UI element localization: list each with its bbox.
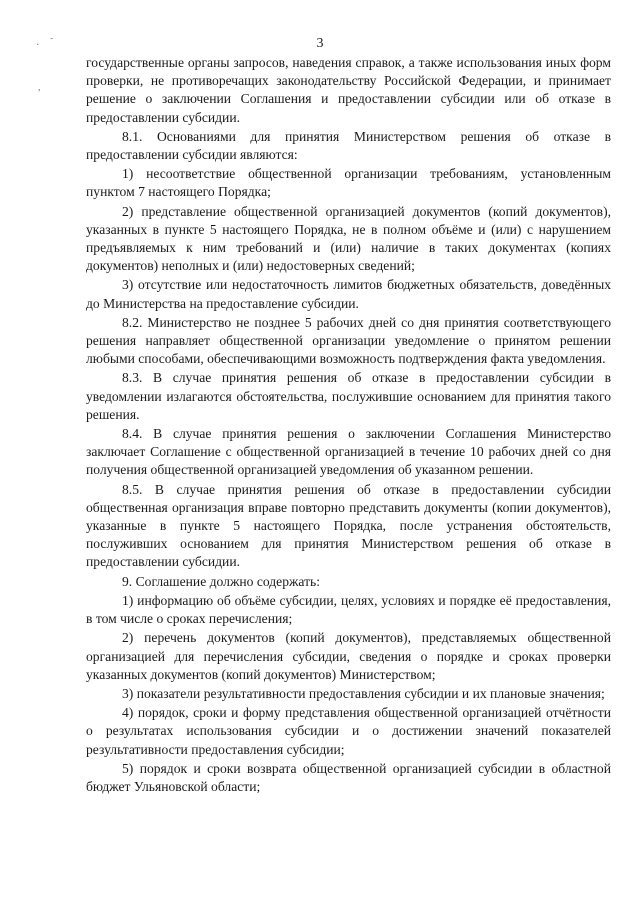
list-item: 4) порядок, сроки и форму представления общественной организацией отчётности о результатах использования субсидии и о достижении значений показателей результативности предоставления субсидии; <box>86 705 611 757</box>
list-item: 5) порядок и сроки возврата общественной организацией субсидии в областной бюджет Ульяновской области; <box>86 760 611 794</box>
list-item: 1) информацию об объёме субсидии, целях, условиях и порядке её предоставления, в том числе о сроках перечисления; <box>86 592 611 627</box>
scan-speck: ˜ <box>50 37 54 48</box>
list-item: 1) несоответствие общественной организации требованиям, установленным пунктом 7 настоящего Порядка; <box>86 166 611 200</box>
list-item: 2) перечень документов (копий документов), представляемых общественной организацией для перечисления субсидии, сведения о порядке и сроках проверки указанных документов (копий документов) Министерством; <box>86 630 611 682</box>
paragraph: 8.5. В случае принятия решения об отказе в предоставлении субсидии общественная организация вправе повторно представить документы (копии документов), указанные в пункте 5 настоящего Порядка, после устранения обстоятельств, послуживших основанием для принятия Министерством решения об отказе в предоставлении субсидии. <box>86 481 611 570</box>
list-item: 2) представление общественной организацией документов (копий документов), указанных в пункте 5 настоящего Порядка, не в полном объёме и (или) с нарушением предъявляемых к ним требований и (или) наличие в таких документах (копиях документов) неполных и (или) недостоверных сведений; <box>86 203 611 274</box>
paragraph: 8.3. В случае принятия решения об отказе в предоставлении субсидии в уведомлении излагаются обстоятельства, послужившие основанием для принятия такого решения. <box>86 370 611 422</box>
section-heading: 9. Соглашение должно содержать: <box>122 573 320 589</box>
scan-speck: · <box>36 40 40 51</box>
page-number: 3 <box>316 36 324 51</box>
paragraph: 8.2. Министерство не позднее 5 рабочих дней со дня принятия соответствующего решения направляет общественной организации уведомление о принятом решении любыми способами, обеспечивающими возможность подтверждения факта уведомления. <box>86 314 611 367</box>
list-item: 3) отсутствие или недостаточность лимитов бюджетных обязательств, доведённых до Министерства на предоставление субсидии. <box>86 277 611 311</box>
scan-speck: , <box>38 82 41 93</box>
document-body <box>86 54 611 796</box>
paragraph: 8.1. Основаниями для принятия Министерством решения об отказе в предоставлении субсидии являются: <box>86 128 611 163</box>
paragraph: 8.4. В случае принятия решения о заключении Соглашения Министерство заключает Соглашение с общественной организацией в течение 10 рабочих дней со дня получения общественной организацией уведомления об указанном решении. <box>86 426 611 478</box>
paragraph: государственные органы запросов, наведения справок, а также использования иных форм проверки, не противоречащих законодательству Российской Федерации, и принимает решение о заключении Соглашения и предоставлении субсидии или об отказе в предоставлении субсидии. <box>86 55 611 125</box>
list-item: 3) показатели результативности предоставления субсидии и их плановые значения; <box>122 685 605 701</box>
